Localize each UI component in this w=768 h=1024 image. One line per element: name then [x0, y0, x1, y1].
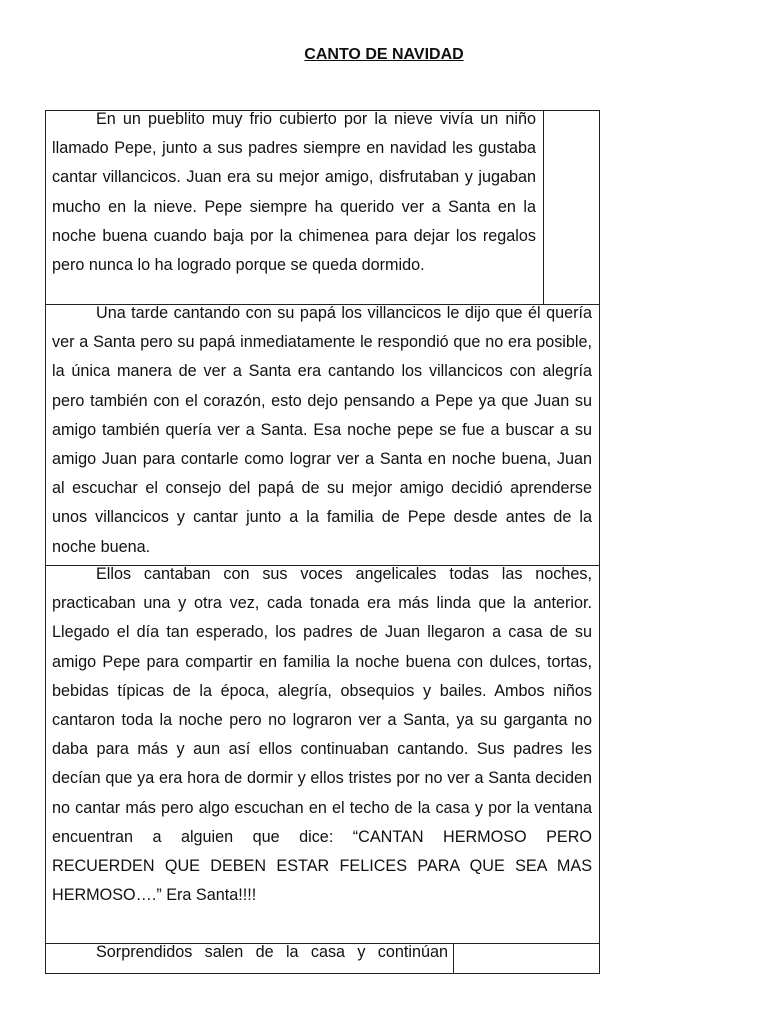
paragraph-4: Sorprendidos salen de la casa y continúan: [96, 943, 448, 961]
box-1-right-cell-divider: [543, 110, 544, 305]
paragraph-2: Una tarde cantando con su papá los villancicos le dijo que él quería ver a Santa pero su papá inmediatamente le respondió que no era posible, la única manera de ver a Santa era cantando los villancicos con alegría pero también con el corazón, esto dejo pensando a Pepe ya que Juan su amigo también quería ver a Santa. Esa noche pepe se fue a buscar a su amigo Juan para contarle como lograr ver a Santa en noche buena, Juan al escuchar el consejo del papá de su mejor amigo decidió aprenderse unos villancicos y cantar junto a la familia de Pepe desde antes de la noche buena.: [52, 304, 592, 556]
paragraph-1: En un pueblito muy frio cubierto por la nieve vivía un niño llamado Pepe, junto a sus padres siempre en navidad les gustaba cantar villancicos. Juan era su mejor amigo, disfrutaban y jugaban mucho en la nieve. Pepe siempre ha querido ver a Santa en la noche buena cuando baja por la chimenea para dejar los regalos pero nunca lo ha logrado porque se queda dormido.: [52, 110, 536, 275]
box-4-right-cell-divider: [453, 943, 454, 974]
document-title: CANTO DE NAVIDAD: [304, 46, 464, 63]
paragraph-3: Ellos cantaban con sus voces angelicales todas las noches, practicaban una y otra vez, cada tonada era más linda que la anterior. Llegado el día tan esperado, los padres de Juan llegaron a casa de su amigo Pepe para compartir en familia la noche buena con dulces, tortas, bebidas típicas de la época, alegría, obsequios y bailes. Ambos niños cantaron toda la noche pero no lograron ver a Santa, ya su garganta no daba para más y aun así ellos continuaban cantando. Sus padres les decían que ya era hora de dormir y ellos tristes por no ver a Santa deciden no cantar más pero algo escuchan en el techo de la casa y por la ventana encuentran a alguien que dice: “CANTAN HERMOSO PERO RECUERDEN QUE DEBEN ESTAR FELICES PARA QUE SEA MAS HERMOSO….” Era Santa!!!!: [52, 565, 592, 905]
